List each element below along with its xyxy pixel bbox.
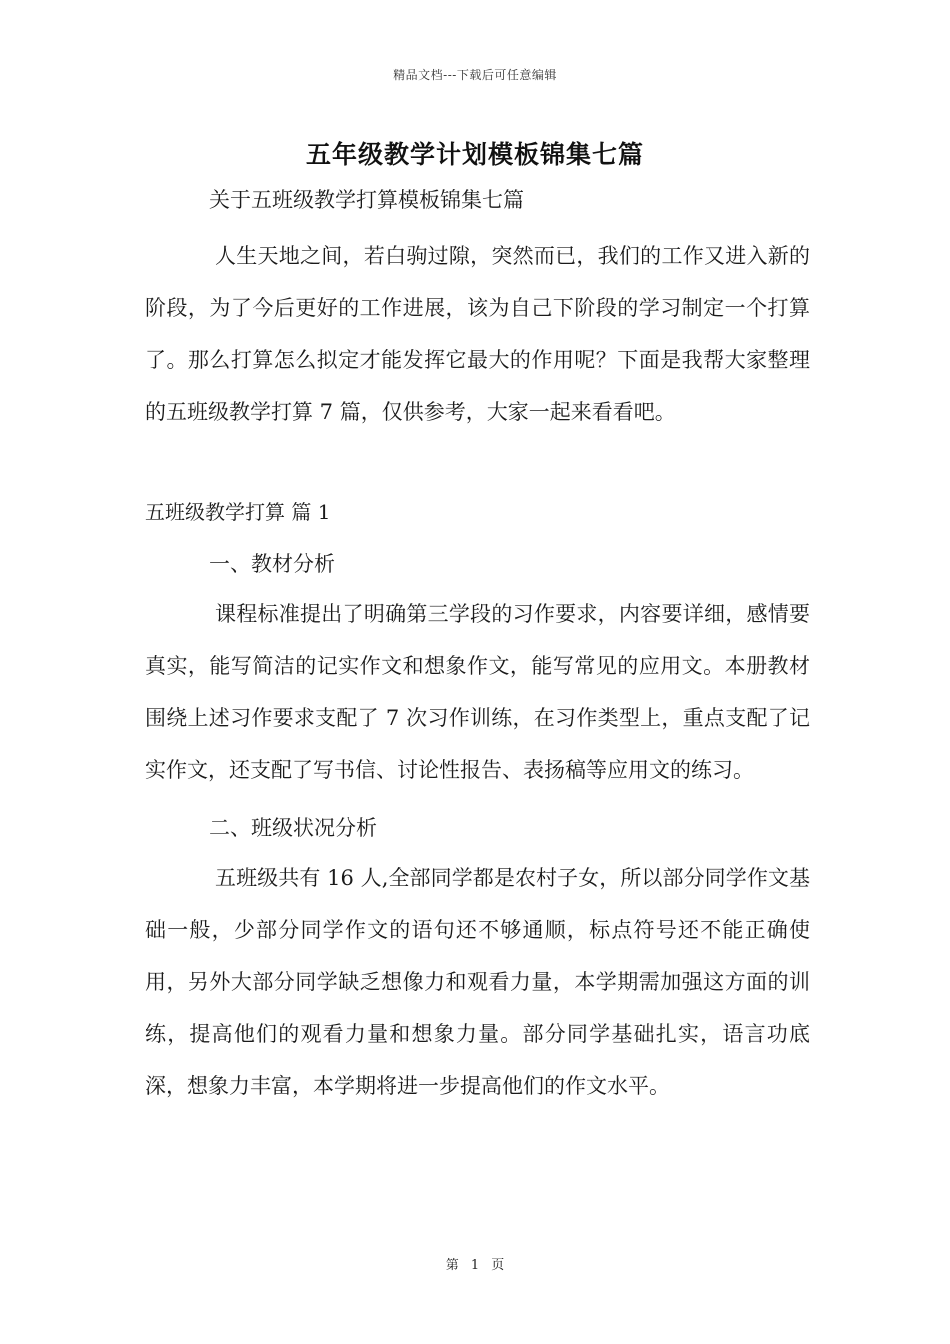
heading-class-analysis: 二、班级状况分析: [209, 816, 377, 840]
section-title: 五班级教学打算 篇 1: [145, 500, 331, 524]
paragraph-class-analysis: 五班级共有 16 人,全部同学都是农村子女，所以部分同学作文基础一般，少部分同学作文的语句还不够通顺，标点符号还不能正确使用，另外大部分同学缺乏想像力和观看力量，本学期需加强这方面的训练，提高他们的观看力量和想象力量。部分同学基础扎实，语言功底深，想象力丰富，本学期将进一步提高他们的作文水平。: [145, 866, 810, 1098]
heading-textbook-analysis: 一、教材分析: [209, 552, 335, 576]
page-footer: [0, 1254, 950, 1273]
paragraph-textbook-analysis: 课程标准提出了明确第三学段的习作要求，内容要详细，感情要真实，能写简洁的记实作文和想象作文，能写常见的应用文。本册教材围绕上述习作要求支配了 7 次习作训练，在习作类型上，重点支配了记实作文，还支配了写书信、讨论性报告、表扬稿等应用文的练习。: [145, 602, 810, 782]
page-number: 1: [470, 1258, 480, 1273]
document-body: [145, 180, 810, 1112]
document-title: 五年级教学计划模板锦集七篇: [305, 140, 644, 169]
footer-suffix: 页: [491, 1258, 505, 1273]
document-subtitle: 关于五班级教学打算模板锦集七篇: [209, 188, 524, 212]
footer-prefix: 第: [445, 1258, 459, 1273]
intro-paragraph: 人生天地之间，若白驹过隙，突然而已，我们的工作又进入新的阶段，为了今后更好的工作进展，该为自己下阶段的学习制定一个打算了。那么打算怎么拟定才能发挥它最大的作用呢？下面是我帮大家整理的五班级教学打算 7 篇，仅供参考，大家一起来看看吧。: [145, 244, 810, 424]
header-note: 精品文档---下载后可任意编辑: [393, 68, 557, 82]
